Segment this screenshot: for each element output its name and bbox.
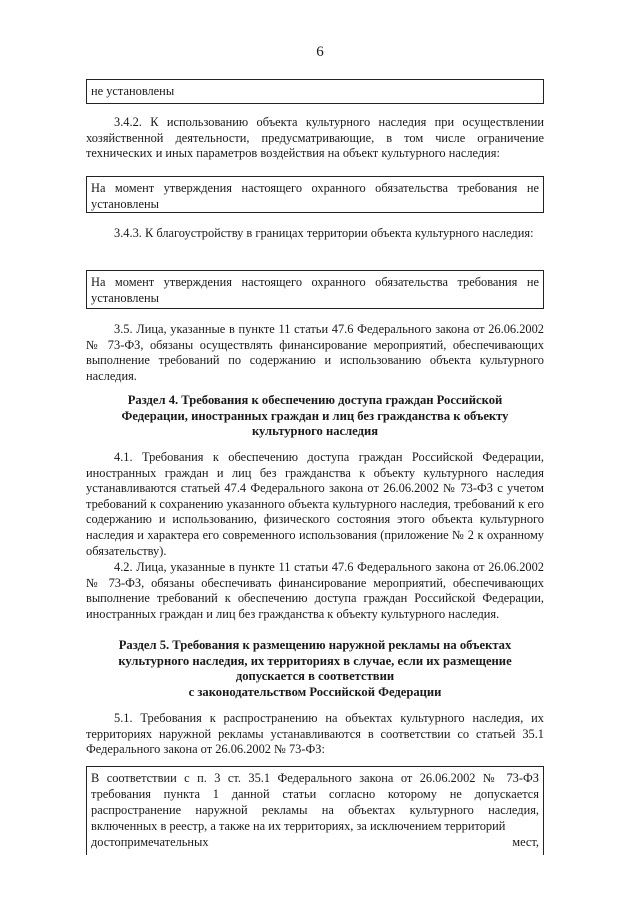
heading-line: Раздел 4. Требования к обеспечению доступа граждан Российской: [127, 393, 503, 407]
heading-line: культурного наследия: [251, 424, 379, 439]
page-number: 6: [316, 44, 324, 60]
box-text: На момент утверждения настоящего охранного обязательства требования не установлены: [91, 275, 539, 305]
paragraph-5-1: 5.1. Требования к распространению на объектах культурного наследия, их территориях наружной рекламы устанавливаются в соответствии со статьей 35.1 Федерального закона от 26.06.2002 № 73-ФЗ:: [86, 711, 544, 757]
heading-line: Раздел 5. Требования к размещению наружной рекламы на объектах: [118, 638, 512, 652]
text-box-5-1: [86, 766, 544, 855]
text-box-3-4-3: [86, 270, 544, 309]
heading-line: допускается в соответствии: [235, 669, 395, 684]
section-4-heading: [100, 393, 530, 440]
paragraph-3-5: 3.5. Лица, указанные в пункте 11 статьи 47.6 Федерального закона от 26.06.2002 № 73-ФЗ, обязаны осуществлять финансирование мероприятий, обеспечивающих выполнение требований по содержанию и использованию объекта культурного наследия.: [86, 322, 544, 383]
box-text: В соответствии с п. 3 ст. 35.1 Федерального закона от 26.06.2002 № 73-ФЗ требования пункта 1 данной статьи согласно которому не допускается распространение наружной рекламы на объектах культурного наследия, включенных в реестр, а также на их территориях, за исключением территорий: [91, 771, 539, 833]
text-box-3-4-2: [86, 176, 544, 213]
section-5-heading: [100, 638, 530, 700]
paragraph-3-4-3: 3.4.3. К благоустройству в границах территории объекта культурного наследия:: [114, 226, 534, 240]
box-last-line-right: мест,: [512, 835, 539, 849]
box-text: На момент утверждения настоящего охранного обязательства требования не установлены: [91, 181, 539, 211]
heading-line: с законодательством Российской Федерации: [188, 684, 442, 699]
paragraph-4-1: 4.1. Требования к обеспечению доступа граждан Российской Федерации, иностранных граждан и лиц без гражданства к объекту культурного наследия устанавливаются статьей 47.4 Федерального закона от 26.06.2002 № 73-ФЗ с учетом требований к сохранению указанного объекта культурного наследия, требований к его содержанию и использованию, физического состояния этого объекта культурного наследия и характера его современного использования (приложение № 2 к охранному обязательству).: [86, 450, 544, 558]
paragraph-3-4-2: 3.4.2. К использованию объекта культурного наследия при осуществлении хозяйственной деятельности, предусматривающие, в том числе ограничение технических и иных параметров воздействия на объект культурного наследия:: [86, 115, 544, 161]
paragraph-4-2: 4.2. Лица, указанные в пункте 11 статьи 47.6 Федерального закона от 26.06.2002 № 73-ФЗ, обязаны обеспечивать финансирование мероприятий, обеспечивающих выполнение требований к обеспечению доступа граждан Российской Федерации, иностранных граждан и лиц без гражданства к объекту культурного наследия.: [86, 560, 544, 621]
heading-line: культурного наследия, их территориях в случае, если их размещение: [118, 653, 512, 668]
box-text: не установлены: [91, 84, 175, 98]
box-last-line: [91, 834, 539, 850]
box-last-line-left: достопримечательных: [91, 835, 209, 849]
heading-line: Федерации, иностранных граждан и лиц без гражданства к объекту: [121, 408, 509, 423]
text-box-not-established: [86, 79, 544, 104]
